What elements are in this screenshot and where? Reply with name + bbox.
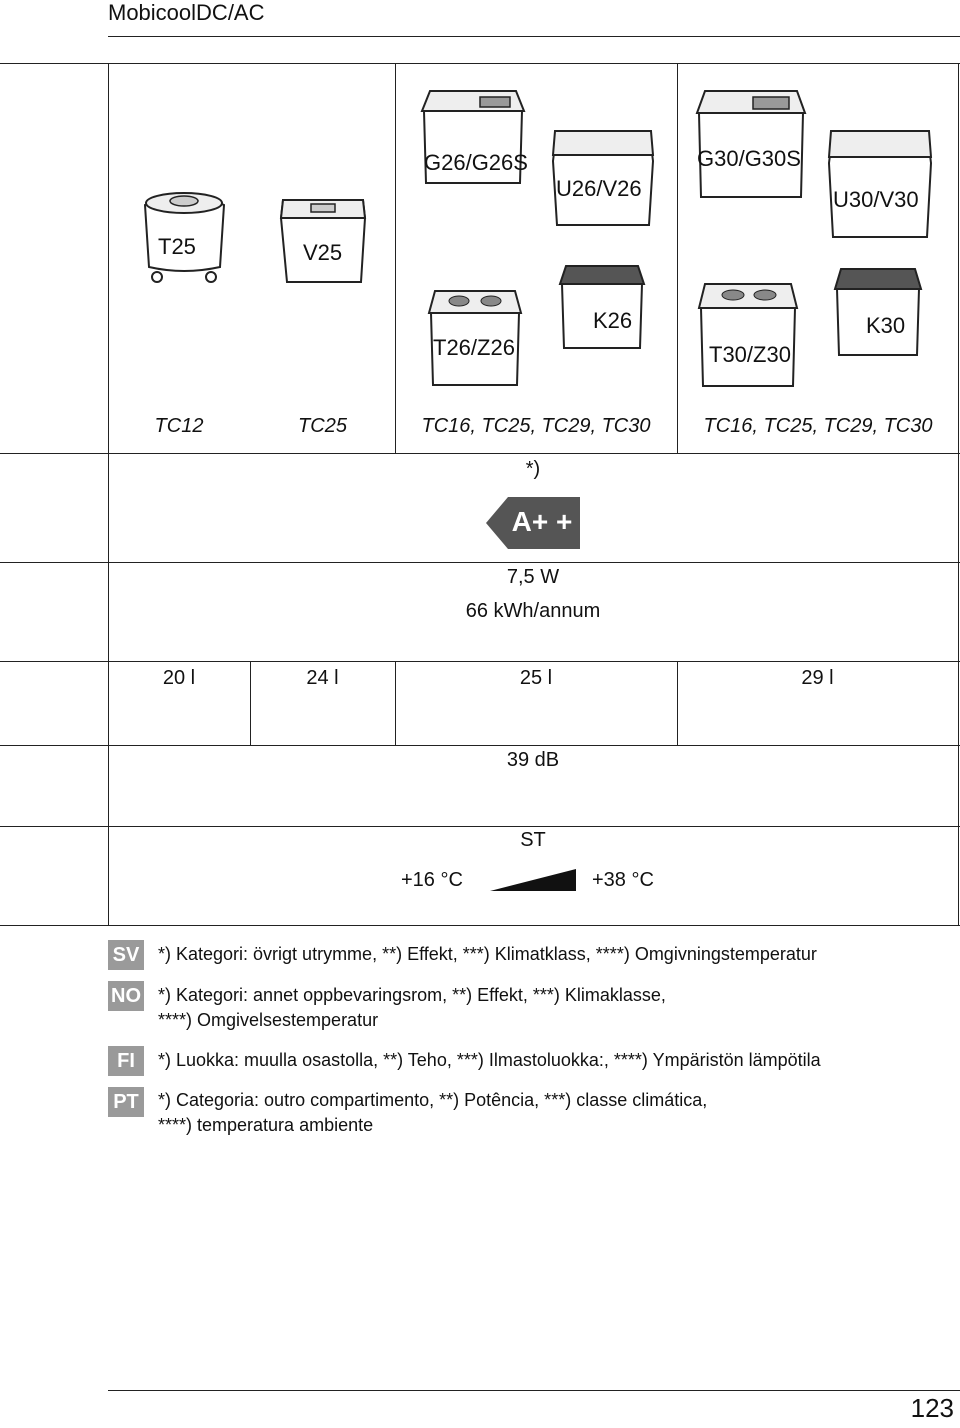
cooler-v25-icon — [277, 188, 369, 286]
noise-value: 39 dB — [506, 749, 560, 771]
footer-rule — [108, 1390, 960, 1391]
header-rule — [108, 36, 960, 37]
legend-no-line-2: ****) Omgivelsestemperatur — [158, 1010, 379, 1030]
lang-badge-sv: SV — [108, 940, 144, 970]
volume-col4: 29 l — [801, 667, 834, 689]
legend-sv-line-1: *) Kategori: övrigt utrymme, **) Effekt, ***) Klimatklass, ****) Omgivningstemperatur — [158, 944, 817, 964]
legend-fi-line-1: *) Luokka: muulla osastolla, **) Teho, ***) Ilmastoluokka:, ****) Ympäristön lämpötila — [158, 1050, 821, 1070]
consumption-value: 66 kWh/annum — [465, 600, 601, 622]
cooler-t30-icon — [697, 280, 799, 390]
cooler-g30-icon — [695, 87, 807, 202]
row-border-2 — [0, 562, 960, 563]
legend-pt-line-2: ****) temperatura ambiente — [158, 1115, 374, 1135]
climate-class-col1: TC12 — [154, 415, 204, 437]
table-top-border — [0, 63, 960, 64]
page-number: 123 — [910, 1393, 954, 1423]
climate-class-col4: TC16, TC25, TC29, TC30 — [703, 415, 933, 437]
model-k30-label: K30 — [866, 313, 906, 338]
volume-col1: 20 l — [162, 667, 196, 689]
row-border-1 — [0, 453, 960, 454]
cooler-u30-icon — [825, 125, 935, 242]
document-title: MobicoolDC/AC — [108, 0, 265, 25]
power-value: 7,5 W — [506, 566, 560, 588]
energy-class-label: A+ + — [511, 506, 573, 537]
model-v25-label: V25 — [303, 240, 343, 265]
lang-badge-pt: PT — [108, 1087, 144, 1117]
model-t30-label: T30/Z30 — [709, 342, 791, 367]
climate-class-col3: TC16, TC25, TC29, TC30 — [421, 415, 651, 437]
model-t26-label: T26/Z26 — [433, 335, 515, 360]
col-divider-1 — [395, 63, 396, 453]
model-g30-label: G30/G30S — [697, 146, 801, 171]
model-u30-label: U30/V30 — [833, 187, 919, 212]
volume-col2: 24 l — [306, 667, 339, 689]
table-bottom-border — [0, 925, 960, 926]
temp-min-value: +16 °C — [401, 869, 463, 891]
temperature-range-wedge-icon — [490, 869, 576, 891]
lang-badge-fi: FI — [108, 1046, 144, 1076]
climate-class-col2: TC25 — [298, 415, 347, 437]
model-g26-label: G26/G26S — [424, 150, 528, 175]
model-k26-label: K26 — [593, 308, 633, 333]
legend-no-line-1: *) Kategori: annet oppbevaringsrom, **) Effekt, ***) Klimaklasse, — [158, 985, 666, 1005]
cooler-k26-icon — [558, 262, 646, 352]
row-border-4 — [0, 745, 960, 746]
category-note: *) — [525, 458, 541, 480]
model-u26-label: U26/V26 — [556, 176, 642, 201]
model-t25-label: T25 — [158, 234, 196, 259]
col-divider-2 — [677, 63, 678, 453]
volume-col3: 25 l — [519, 667, 553, 689]
lang-badge-no: NO — [108, 981, 144, 1011]
climate-class-value: ST — [520, 829, 546, 851]
row-border-5 — [0, 826, 960, 827]
table-left-divider — [108, 63, 109, 925]
legend-pt-line-1: *) Categoria: outro compartimento, **) Potência, ***) classe climática, — [158, 1090, 708, 1110]
temp-max-value: +38 °C — [592, 869, 654, 891]
row-border-3 — [0, 661, 960, 662]
table-right-border — [958, 63, 959, 925]
